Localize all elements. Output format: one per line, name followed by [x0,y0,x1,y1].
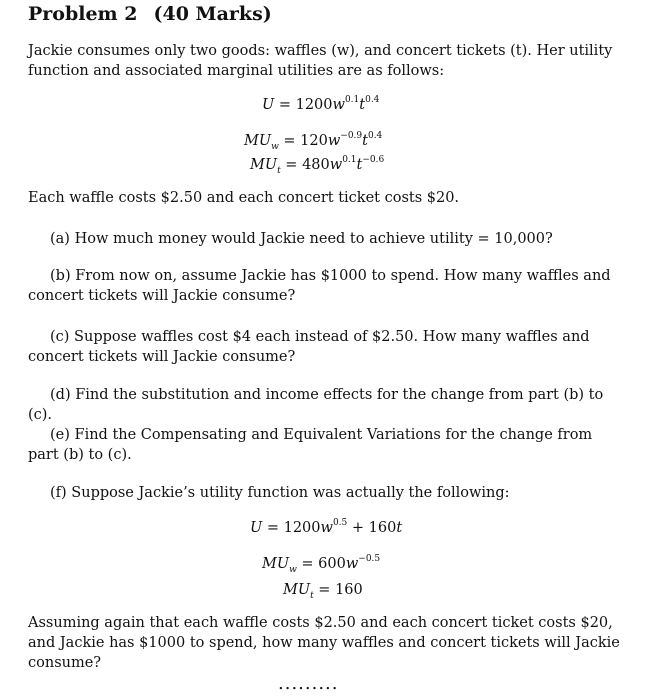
mu-w-lhs: MU [244,133,272,149]
intro-paragraph: Jackie consumes only two goods: waffles (w), and concert tickets (t). Her utility function and associated marginal utilities are as follows: [28,43,613,79]
question-c-label: (c) [50,329,70,345]
marginal-utility-w-equation-1: $MU_w = 120w^{-0.9}t^{0.4}$ [244,131,383,152]
problem-label: Problem 2 [28,3,138,25]
continuation-dots: ......... [278,673,339,694]
question-d-label: (d) [50,387,71,403]
question-c [28,327,618,367]
marginal-utility-w-equation-2: $MU_w = 600w^{-0.5}$ [262,554,381,575]
question-c-text: Suppose waffles cost $4 each instead of $2.50. How many waffles and concert tickets will Jackie consume? [28,329,590,365]
mu-t-w-exp: 0.1 [342,155,357,165]
mu2-w-coef: 600 [318,556,346,572]
mu2-w-lhs: MU [262,556,290,572]
question-b-text: From now on, assume Jackie has $1000 to spend. How many waffles and concert tickets will Jackie consume? [28,268,611,304]
question-b-label: (b) [50,268,71,284]
question-d [28,385,628,425]
marginal-utility-t-equation-2: $MU_t = 160$ [283,582,363,601]
utility-equation-2: $U = 1200w^{0.5} + 160t$ [250,518,403,536]
question-e-text: Find the Compensating and Equivalent Variations for the change from part (b) to (c). [28,427,593,463]
question-a-text: How much money would Jackie need to achieve utility = 10,000? [74,231,553,247]
prices-paragraph: Each waffle costs $2.50 and each concert ticket costs $20. [28,190,460,206]
marks-label: (40 Marks) [153,3,272,25]
question-e [28,425,618,465]
utility-equation-1: $U = 1200w^{0.1}t^{0.4}$ [262,95,380,113]
eq1-t-exp: 0.4 [365,95,380,105]
mu-t-coef: 480 [302,157,330,173]
question-b [28,266,618,306]
mu2-w-exp: −0.5 [358,554,381,564]
marginal-utility-t-equation-1: $MU_t = 480w^{0.1}t^{-0.6}$ [250,155,385,176]
question-e-label: (e) [50,427,70,443]
eq1-lhs: U [262,97,275,113]
mu2-t-sub: t [310,590,314,601]
problem-title [28,3,272,25]
question-f-text: Suppose Jackie’s utility function was actually the following: [71,485,510,501]
eq2-lhs: U [250,520,263,536]
question-d-text: Find the substitution and income effects for the change from part (b) to (c). [28,387,604,423]
mu-w-t-exp: 0.4 [367,131,383,141]
mu-w-coef: 120 [300,133,328,149]
eq2-w-exp: 0.5 [332,518,348,528]
eq2-coef: 1200 [283,520,321,536]
mu-w-sub: w [271,141,279,152]
question-f-label: (f) [50,485,67,501]
eq1-w-exp: 0.1 [344,95,360,105]
question-a-label: (a) [50,231,70,247]
eq2-plus-term: + 160 [351,520,397,536]
mu-t-t-exp: −0.6 [362,155,385,165]
mu2-t-value: 160 [335,582,363,598]
mu-t-sub: t [277,165,281,176]
mu2-t-lhs: MU [283,582,311,598]
question-f [28,483,618,503]
mu-w-w-exp: −0.9 [340,131,363,141]
question-a [28,229,618,249]
mu2-w-sub: w [289,564,297,575]
eq1-coef: 1200 [295,97,333,113]
closing-paragraph: Assuming again that each waffle costs $2.50 and each concert ticket costs $20, and Jackie has $1000 to spend, how many waffles and concert tickets will Jackie consume? [28,615,620,671]
mu-t-lhs: MU [250,157,278,173]
